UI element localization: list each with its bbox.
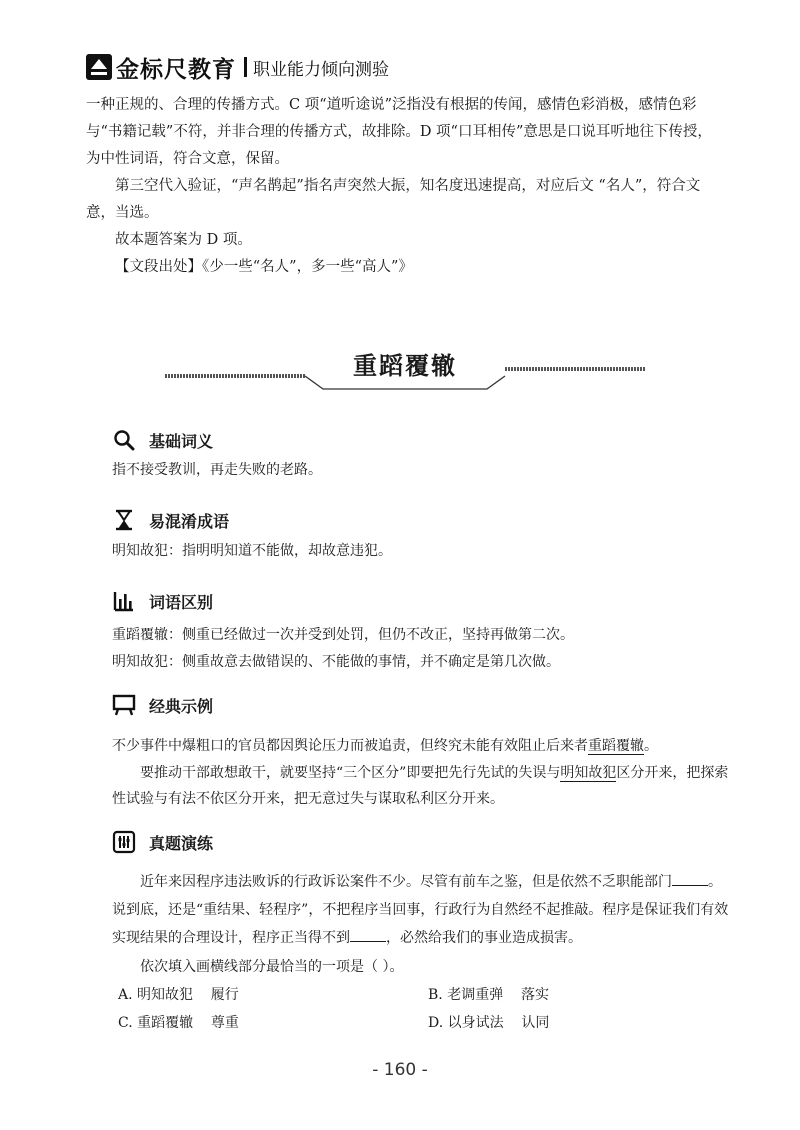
- section-label: 基础词义: [146, 429, 216, 452]
- hourglass-icon: [112, 508, 136, 532]
- page-header: [86, 50, 389, 84]
- exam-question-text: 近年来因程序违法败诉的行政诉讼案件不少。尽管有前车之鉴，但是依然不乏职能部门 。说到底，还是“重结果、轻程序”，不把程序当回事，行政行为自然经不起推敲。程序是保证我们有效实现结果的合理设计，程序正当得不到 ，必然给我们的事业造成损害。: [112, 874, 729, 946]
- intro-paragraph-2: 第三空代入验证，“声名鹊起”指名声突然大振，知名度迅速提高，对应后文 “名人”，符合文意，当选。: [86, 178, 701, 221]
- magnifier-icon: [112, 428, 136, 452]
- bar-chart-icon: [112, 589, 136, 613]
- example-sentence-2: 要推动干部敢想敢干，就要坚持“三个区分”即要把先行先试的失误与明知故犯区分开来，把探索性试验与有法不依区分开来，把无意过失与谋取私利区分开来。: [112, 765, 729, 807]
- section-label: 词语区别: [146, 590, 216, 613]
- header-divider: [244, 57, 247, 77]
- section-classic-examples: [112, 692, 216, 718]
- option-c[interactable]: C. 重蹈覆辙 尊重: [118, 1015, 239, 1031]
- section-exam-practice: [112, 829, 216, 855]
- answer-blank-2[interactable]: [350, 928, 386, 942]
- brand-logo-icon: [86, 54, 112, 80]
- exam-prompt: 依次填入画横线部分最恰当的一项是（ ）。: [140, 959, 404, 975]
- option-b[interactable]: B. 老调重弹 落实: [428, 987, 549, 1003]
- option-a[interactable]: A. 明知故犯 履行: [118, 987, 239, 1003]
- intro-paragraph-1: 一种正规的、合理的传播方式。C 项“道听途说”泛指没有根据的传闻，感情色彩消极，感情色彩与“书籍记载”不符，并非合理的传播方式，故排除。D 项“口耳相传”意思是口说耳听地往下传授，为中性词语，符合文意，保留。: [86, 97, 712, 167]
- confusing-idiom-text: 明知故犯：指明明知道不能做，却故意违犯。: [112, 543, 392, 559]
- page-number: - 160 -: [372, 1060, 428, 1080]
- underlined-idiom: 重蹈覆辙: [588, 738, 644, 754]
- section-label: 易混淆成语: [146, 509, 232, 532]
- idiom-title: 重蹈覆辙: [353, 351, 457, 380]
- section-word-difference: [112, 588, 216, 614]
- idiom-title-block: [165, 340, 645, 395]
- intro-source: 【文段出处】《少一些“名人”，多一些“高人”》: [115, 259, 413, 275]
- brand-name: 金标尺教育: [116, 56, 236, 83]
- header-subtitle: 职业能力倾向测验: [253, 59, 389, 80]
- example-sentence-1: 不少事件中爆粗口的官员都因舆论压力而被追责，但终究未能有效阻止后来者重蹈覆辙。: [112, 738, 658, 754]
- sliders-icon: [112, 830, 136, 854]
- intro-answer: 故本题答案为 D 项。: [115, 232, 252, 248]
- section-confusing-idiom: [112, 507, 232, 533]
- difference-line-1: 重蹈覆辙：侧重已经做过一次并受到处罚，但仍不改正，坚持再做第二次。: [112, 627, 574, 643]
- section-label: 真题演练: [146, 831, 216, 854]
- basic-meaning-text: 指不接受教训，再走失败的老路。: [112, 462, 322, 478]
- option-d[interactable]: D. 以身试法 认同: [428, 1015, 550, 1031]
- difference-line-2: 明知故犯：侧重故意去做错误的、不能做的事情，并不确定是第几次做。: [112, 654, 560, 670]
- underlined-idiom: 明知故犯: [560, 765, 617, 781]
- section-basic-meaning: [112, 427, 216, 453]
- answer-blank-1[interactable]: [672, 872, 708, 886]
- presentation-board-icon: [112, 693, 136, 717]
- section-label: 经典示例: [146, 694, 216, 717]
